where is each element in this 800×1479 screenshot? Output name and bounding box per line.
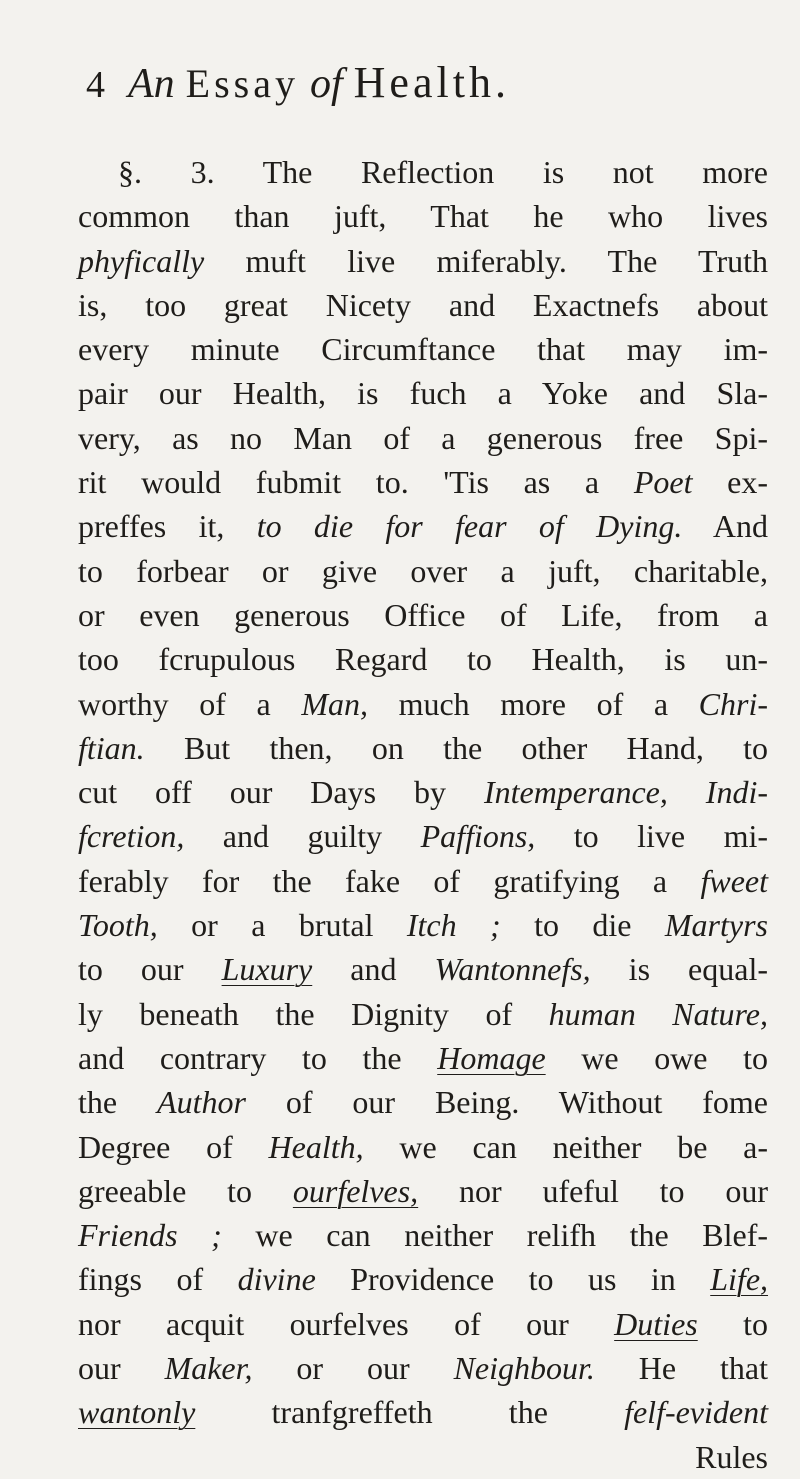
text-run: Health, — [268, 1128, 364, 1165]
text-run: ferably for the fake of gratifying a — [78, 862, 701, 899]
text-run: He that — [594, 1350, 769, 1387]
text-line — [78, 770, 768, 814]
text-run: Itch ; — [406, 907, 501, 944]
text-run: Martyrs — [664, 907, 768, 944]
text-run: §. 3. The Reflection is not more — [118, 154, 768, 190]
text-run: preffes it, — [78, 508, 257, 545]
text-run: wantonly — [78, 1394, 196, 1431]
text-run: to forbear or give over a juft, charitable, — [78, 552, 768, 589]
text-run: phyfically — [78, 242, 205, 279]
text-run: Friends ; — [78, 1217, 222, 1254]
text-line — [78, 637, 768, 681]
text-line — [78, 814, 768, 858]
text-line — [78, 593, 768, 637]
text-line — [78, 859, 768, 903]
page-number: 4 — [86, 64, 105, 106]
text-run: greeable to — [78, 1172, 293, 1209]
text-run: too fcrupulous Regard to Health, is un- — [78, 641, 768, 678]
header-title-of: of — [309, 61, 343, 107]
running-header — [86, 48, 706, 118]
text-line — [78, 283, 768, 327]
text-run: the — [78, 1084, 158, 1121]
text-line — [78, 1346, 768, 1390]
text-line — [78, 194, 768, 238]
text-run: ex- — [692, 464, 769, 501]
text-run: Wantonnefs, — [434, 951, 591, 988]
text-run: to die for fear of Dying. — [256, 508, 683, 545]
text-run: Paffions, — [420, 818, 536, 855]
text-run: and contrary to the — [78, 1039, 438, 1076]
text-run: divine — [237, 1261, 316, 1298]
text-run: Duties — [614, 1305, 698, 1342]
text-run: Man, — [301, 685, 368, 722]
text-run: Tooth, — [78, 907, 158, 944]
header-title-an: An — [128, 61, 175, 107]
text-run: pair our Health, is fuch a Yoke and Sla- — [78, 375, 768, 412]
body-text — [78, 150, 768, 1479]
text-line — [78, 239, 768, 283]
text-run: Providence to us in — [315, 1261, 711, 1298]
text-run: fweet — [700, 862, 768, 899]
text-run: of our Being. Without fome — [245, 1084, 769, 1121]
text-run: Life, — [710, 1261, 769, 1298]
text-line — [78, 460, 768, 504]
header-title-essay: Essay — [185, 61, 299, 106]
text-run: Intemperance, Indi- — [483, 774, 768, 811]
text-run: or our — [252, 1350, 454, 1387]
text-run: or a brutal — [157, 907, 407, 944]
text-run: is equal- — [590, 951, 768, 988]
text-line — [78, 549, 768, 593]
text-run: But then, on the other Hand, to — [144, 729, 768, 766]
text-run: Maker, — [164, 1350, 253, 1387]
text-run: muft live miferably. The Truth — [204, 242, 768, 279]
text-line — [78, 1080, 768, 1124]
text-run: common than juft, That he who lives — [78, 198, 768, 235]
text-line — [78, 903, 768, 947]
text-line — [78, 1213, 768, 1257]
text-line — [78, 1257, 768, 1301]
text-line — [78, 947, 768, 991]
text-run: human Nature, — [548, 995, 769, 1032]
text-run: rit would fubmit to. 'Tis as a — [78, 464, 634, 501]
text-run: nor ufeful to our — [418, 1172, 769, 1209]
text-run: ourfelves, — [292, 1172, 419, 1209]
text-line — [78, 371, 768, 415]
text-run: much more of a — [367, 685, 699, 722]
text-line — [78, 504, 768, 548]
text-run: is, too great Nicety and Exactnefs about — [78, 286, 768, 323]
text-run: tranfgreffeth the — [195, 1394, 625, 1431]
text-run: worthy of a — [78, 685, 302, 722]
text-run: we can neither relifh the Blef- — [221, 1217, 769, 1254]
text-run: very, as no Man of a generous free Spi- — [78, 419, 768, 456]
text-run: Neighbour. — [453, 1350, 595, 1387]
text-run: to die — [500, 907, 665, 944]
text-line — [78, 1169, 768, 1213]
text-line — [78, 992, 768, 1036]
text-run: or even generous Office of Life, from a — [78, 596, 768, 633]
text-line — [78, 327, 768, 371]
text-run: fcretion, — [78, 818, 185, 855]
text-line — [78, 682, 768, 726]
text-run: ly beneath the Dignity of — [78, 995, 549, 1032]
text-run: Rules — [695, 1438, 768, 1475]
text-line — [78, 1036, 768, 1080]
text-line — [78, 726, 768, 770]
text-run: we owe to — [545, 1039, 768, 1076]
text-line — [78, 1125, 768, 1169]
text-run: ftian. — [78, 729, 145, 766]
text-run: And — [682, 508, 769, 545]
text-run: Author — [157, 1084, 246, 1121]
text-run: we can neither be a- — [363, 1128, 768, 1165]
text-run: Luxury — [221, 951, 313, 988]
text-run: and — [312, 951, 435, 988]
text-run: to live mi- — [535, 818, 769, 855]
text-run: our — [78, 1350, 165, 1387]
header-title-health: Health. — [353, 58, 510, 107]
text-run: to — [697, 1305, 768, 1342]
text-run: to our — [78, 951, 222, 988]
text-line — [78, 1302, 768, 1346]
text-run: felf-evident — [624, 1394, 768, 1431]
text-run: nor acquit ourfelves of our — [78, 1305, 615, 1342]
text-line — [78, 150, 768, 194]
text-run: and guilty — [184, 818, 421, 855]
text-run: every minute Circumftance that may im- — [78, 331, 768, 368]
text-line — [78, 416, 768, 460]
text-line — [78, 1390, 768, 1434]
text-run: cut off our Days by — [78, 774, 484, 811]
text-run: Degree of — [78, 1128, 269, 1165]
text-run: Homage — [437, 1039, 546, 1076]
text-line — [78, 1435, 768, 1479]
text-run: Chri- — [698, 685, 769, 722]
text-run: fings of — [78, 1261, 238, 1298]
text-run: Poet — [633, 464, 693, 501]
